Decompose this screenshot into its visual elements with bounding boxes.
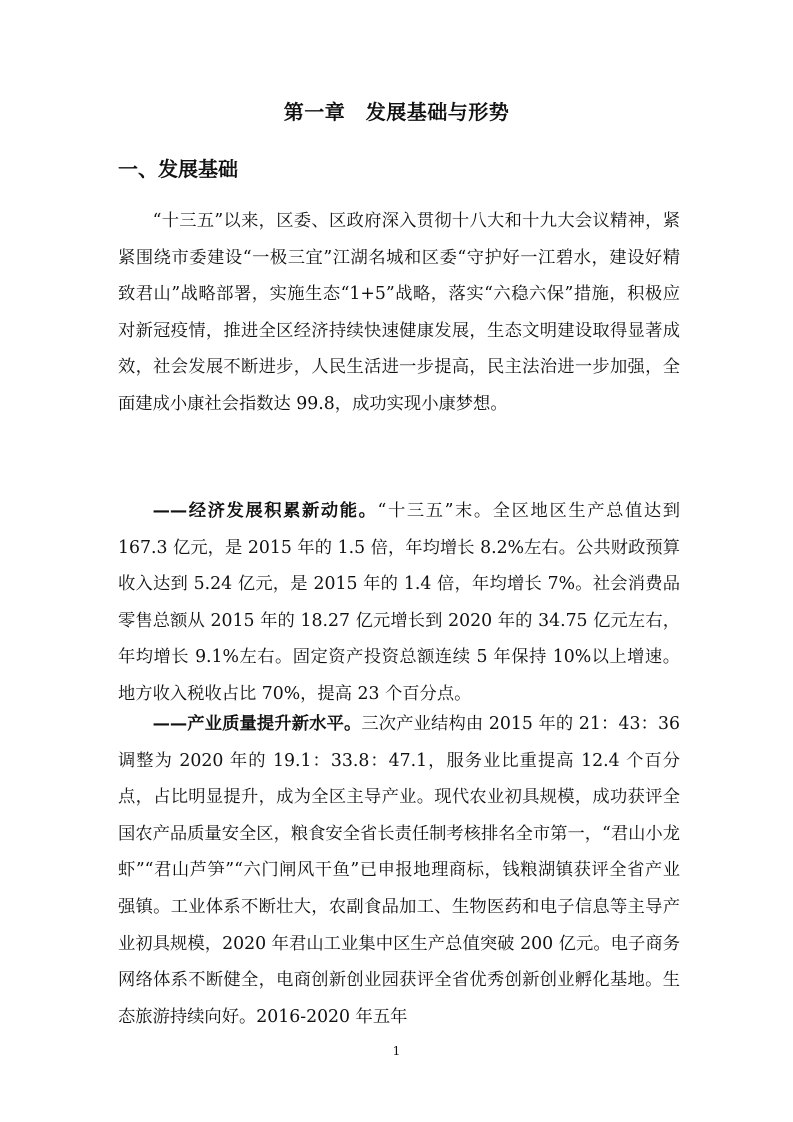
paragraph-text: 三次产业结构由 2015 年的 21：43：36 调整为 2020 年的 19.1：33.8：47.1，服务业比重提高 12.4 个百分点，占比明显提升，成为全区主导产业。现代农业初具规模，成功获评全国农产品质量安全区，粮食安全省长责任制考核排名全市第一，“君山小龙虾”“君山芦笋”“六门闸风干鱼”已申报地理商标，钱粮湖镇获评全省产业强镇。工业体系不断壮大，农副食品加工、生物医药和电子信息等主导产业初具规模，2020 年君山工业集中区生产总值突破 200 亿元。电子商务网络体系不断健全，电商创新创业园获评全省优秀创新创业孵化基地。生态旅游持续向好。2016-2020 年五年 (118, 714, 680, 1027)
chapter-title: 第一章 发展基础与形势 (283, 100, 510, 124)
section-title: 一、发展基础 (118, 157, 238, 181)
paragraph-lead: ——经济发展积累新动能。 (152, 501, 378, 521)
paragraph-economy (118, 493, 680, 713)
paragraph-industry (118, 706, 680, 1035)
paragraph-lead: ——产业质量提升新水平。 (152, 714, 362, 734)
paragraph-text: “十三五”末。全区地区生产总值达到 167.3 亿元，是 2015 年的 1.5 倍，年均增长 8.2%左右。公共财政预算收入达到 5.24 亿元，是 2015 年的 1.4 倍，年均增长 7%。社会消费品零售总额从 2015 年的 18.27 亿元增长到 2020 年的 34.75 亿元左右，年均增长 9.1%左右。固定资产投资总额连续 5 年保持 10%以上增速。地方收入税收占比 70%，提高 23 个百分点。 (118, 501, 680, 704)
paragraph-text: “十三五”以来，区委、区政府深入贯彻十八大和十九大会议精神，紧紧围绕市委建设“一极三宜”江湖名城和区委“守护好一江碧水，建设好精致君山”战略部署，实施生态“1+5”战略，落实“六稳六保”措施，积极应对新冠疫情，推进全区经济持续快速健康发展，生态文明建设取得显著成效，社会发展不断进步，人民生活进一步提高，民主法治进一步加强，全面建成小康社会指数达 99.8，成功实现小康梦想。 (118, 211, 680, 414)
paragraph-intro (118, 203, 680, 423)
page-number: 1 (392, 1044, 401, 1058)
